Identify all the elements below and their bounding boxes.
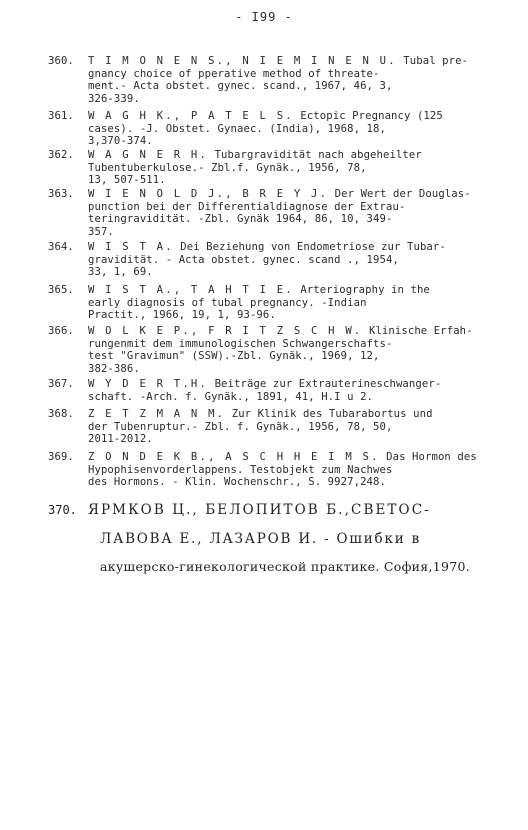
entry-number: 364. (48, 241, 74, 253)
entry-authors: W Y D E R T.H. (88, 378, 209, 390)
entry-citation: Klinische Erfah- rungenmit dem immunologischen Schwangerschafts- test "Gravimun" (SSW).-Zbl. Gynäk., 1969, 12, 382-386. (88, 325, 473, 375)
bibliography-entry (48, 284, 488, 322)
entry-authors: W I S T A. (88, 241, 174, 253)
entry-citation: Tubargravidität nach abgeheilter Tubentuberkulose.- Zbl.f. Gynäk., 1956, 78, 13, 507-511. (88, 149, 422, 187)
entry-number: 368. (48, 408, 74, 420)
entry-number: 361. (48, 110, 74, 122)
entry-text (88, 55, 488, 105)
entry-authors: W O L K E P., F R I T Z S C H W. (88, 325, 363, 337)
bibliography-entry (48, 325, 488, 375)
entry-number: 369. (48, 451, 74, 463)
bibliography-entry (48, 241, 488, 279)
bibliography-entry (48, 378, 488, 403)
entry-citation: Der Wert der Douglas- punction bei der Differentialdiagnose der Extrau- teringravidität. -Zbl. Gynäk 1964, 86, 10, 349- 357. (88, 188, 471, 238)
bibliography-entry (48, 149, 488, 187)
entry-number: 363. (48, 188, 74, 200)
entry-text (88, 500, 508, 521)
bibliography-entry-cyrillic (48, 500, 508, 577)
entry-citation: Das Hormon des Hypophisenvorderlappens. Testobjekt zum Nachwes des Hormons. - Klin. Wochenschr., S. 9927,248. (88, 451, 477, 489)
entry-authors: T I M O N E N S., N I E M I N E N U. (88, 55, 397, 67)
bibliography-entry (48, 451, 488, 489)
entry-text (88, 110, 488, 148)
entry-authors: Z O N D E K B., A S C H H E I M S. (88, 451, 380, 463)
entry-number: 365. (48, 284, 74, 296)
entry-citation: Tubal pre- gnancy choice of pperative method of threate- ment.- Acta obstet. gynec. scand., 1967, 46, 3, 326-339. (88, 55, 469, 105)
entry-text (88, 325, 488, 375)
entry-authors: W I S T A., T A H T I E. (88, 284, 294, 296)
bibliography-entry (48, 188, 488, 238)
bibliography-entry (48, 55, 488, 105)
entry-authors-line-2: ЛАВОВА Е., ЛАЗАРОВ И. - Ошибки в (100, 531, 422, 547)
page-number: - I99 - (235, 10, 293, 24)
entry-citation: Arteriography in the early diagnosis of tubal pregnancy. -Indian Practit., 1966, 19, 1, 93-96. (88, 284, 430, 322)
entry-authors: W I E N O L D J., B R E Y J. (88, 188, 329, 200)
entry-text (88, 451, 488, 489)
entry-citation: Beiträge zur Extrauterineschwanger- schaft. -Arch. f. Gynäk., 1891, 41, H.I u 2. (88, 378, 442, 403)
entry-citation: Ectopic Pregnancy (125 cases). -J. Obstet. Gynaec. (India), 1968, 18, 3,370-374. (88, 110, 443, 148)
entry-authors: Z E T Z M A N M. (88, 408, 226, 420)
entry-number: 362. (48, 149, 74, 161)
entry-number: 370. (48, 503, 77, 517)
bibliography-entry (48, 408, 488, 446)
entry-text (88, 284, 488, 322)
entry-number: 360. (48, 55, 74, 67)
entry-text (88, 408, 488, 446)
bibliography-entry (48, 110, 488, 148)
entry-text (88, 378, 488, 403)
entry-number: 367. (48, 378, 74, 390)
entry-text (88, 149, 488, 187)
entry-authors-line-1: ЯРМКОВ Ц., БЕЛОПИТОВ Б.,СВЕТОС- (88, 502, 431, 518)
entry-citation: Dei Beziehung von Endometriose zur Tubar- gravidität. - Acta obstet. gynec. scand ., 1954, 33, 1, 69. (88, 241, 446, 279)
entry-text (88, 241, 488, 279)
entry-authors: W A G H K., P A T E L S. (88, 110, 294, 122)
entry-citation: акушерско-гинекологической практике. София,1970. (100, 559, 471, 574)
entry-authors: W A G N E R H. (88, 149, 209, 161)
entry-number: 366. (48, 325, 74, 337)
entry-citation: Zur Klinik des Tubarabortus und der Tubenruptur.- Zbl. f. Gynäk., 1956, 78, 50, 2011-2012. (88, 408, 433, 446)
entry-text (88, 188, 488, 238)
